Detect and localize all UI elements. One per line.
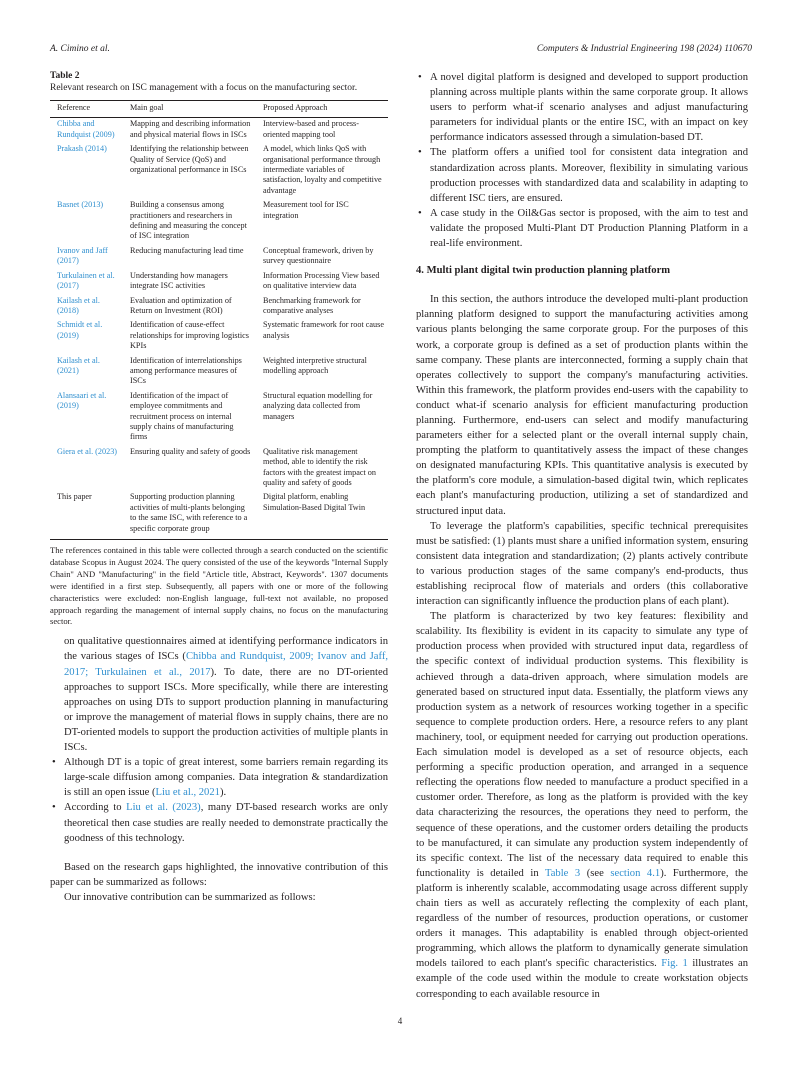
reference-link[interactable]: Turkulainen et al. (2017) xyxy=(57,270,115,291)
section-reference-link[interactable]: section 4.1 xyxy=(610,867,661,879)
reference-link[interactable]: Basnet (2013) xyxy=(57,200,104,210)
approach-cell: Information Processing View based on qualitative interview data xyxy=(263,270,380,291)
reference-link[interactable]: Alansaari et al. (2019) xyxy=(57,390,107,411)
main-goal-cell: Mapping and describing information and physical material flows in ISCs xyxy=(130,119,251,139)
column-header-reference: Reference xyxy=(50,101,123,118)
continuation-paragraph: on qualitative questionnaires aimed at identifying performance indicators in the various stages of ISCs (Chibba and Rundquist, 2009; Ivanov and Jaff, 2017; Turkulainen et al., 2017). To date, there are no DT-oriented approaches to support ISCs. More specifically, while there are interesting approaches on using DTs to support production planning in manufacturing or improve the management of material flows in supply chains, there are no DT-oriented models to support the production activities of multiple plants in ISCs. xyxy=(64,636,388,754)
approach-cell: Interview-based and process-oriented mapping tool xyxy=(263,119,359,139)
table-row xyxy=(50,295,388,320)
main-goal-cell: Building a consensus among practitioners and researchers in defining and measuring the concept of ISC integration xyxy=(130,200,247,241)
table-row xyxy=(50,390,388,446)
approach-cell: Qualitative risk management method, able to identify the risk factors with the greatest impact on quality and safety of goods xyxy=(263,446,376,487)
list-item: • The platform offers a unified tool for consistent data integration and standardization across plants. Moreover, flexibility in simulating various production processes with standardized data and scalability in adapting to different ISC tiers, are ensured. xyxy=(418,147,748,204)
approach-cell: A model, which links QoS with organisational performance through intermediate variables of satisfaction, loyalty and competitive advantage xyxy=(263,144,382,195)
citation-link[interactable]: Liu et al., 2021 xyxy=(155,787,220,799)
left-column xyxy=(50,70,388,905)
table-reference-link[interactable]: Table 3 xyxy=(544,867,581,879)
reference-link[interactable]: Giera et al. (2023) xyxy=(57,446,118,456)
approach-cell: Weighted interpretive structural modelling approach xyxy=(263,355,367,375)
contribution-intro-paragraph: Based on the research gaps highlighted, the innovative contribution of this paper can be summarized as follows: xyxy=(50,861,388,888)
main-goal-cell: Evaluation and optimization of Return on Investment (ROI) xyxy=(130,295,232,315)
list-item: • A case study in the Oil&Gas sector is proposed, with the aim to test and validate the proposed Multi-Plant DT Production Planning Platform in a real-life environment. xyxy=(418,207,748,250)
table-row xyxy=(50,118,388,143)
bullet-icon: • xyxy=(418,147,422,159)
table-title: Table 2 xyxy=(50,71,80,81)
research-gaps-list xyxy=(50,755,388,846)
main-goal-cell: Identification of cause-effect relationships for improving logistics KPIs xyxy=(130,320,249,351)
citation-link[interactable]: Liu et al. (2023) xyxy=(126,802,201,814)
table-footnote: The references contained in this table were collected through a search conducted on the scientific database Scopus in August 2024. The query consisted of the use of the keywords ''Internal Supply Chain'' AND ''Manufacturing'' in the field ''Article title, Abstract, Keywords''. 1307 documents were identified in a first step. Subsequently, all papers with one or more of the following characteristics were excluded: non-English language, full-text not available, no proposed approach regarding the management of internal supply chains, no focus on the manufacturing sector. xyxy=(50,545,388,627)
running-header-journal: Computers & Industrial Engineering 198 (2024) 110670 xyxy=(536,44,752,54)
table-row xyxy=(50,245,388,270)
contribution-summary-paragraph: Our innovative contribution can be summarized as follows: xyxy=(64,891,316,903)
reference-link[interactable]: Prakash (2014) xyxy=(57,144,107,154)
table-row xyxy=(50,446,388,492)
column-header-main-goal: Main goal xyxy=(123,101,256,118)
reference-link[interactable]: Schmidt et al. (2019) xyxy=(57,320,103,340)
table-caption: Relevant research on ISC management with a focus on the manufacturing sector. xyxy=(50,83,358,93)
reference-cell: This paper xyxy=(50,491,123,539)
main-goal-cell: Understanding how managers integrate ISC activities xyxy=(130,270,228,291)
bullet-icon: • xyxy=(52,757,56,769)
main-goal-cell: Supporting production planning activities of multi-plants belonging to the same ISC, with reference to a specific corporate group xyxy=(123,491,256,539)
bullet-icon: • xyxy=(52,802,56,814)
body-paragraph: The platform is characterized by two key features: flexibility and scalability. Its flexibility is evident in its capacity to simulate any type of production process when provided with structured input data, regardless of the specific context of individual production systems. This flexibility is achieved through a data-driven approach, where simulation models are generated based on structured input data. Essentially, the platform views any production system as a network of resources working together in a specific sequence to complete production orders. Here, a resource refers to any plant machinery, tool, or equipment needed for carrying out production operations. Each simulation model is developed as a set of resource objects, each performing a specific production operation, and arranged in a sequence reflecting the operations flow needed to manufacture a product specified in a customer order. Therefore, as long as the platform is provided with the key data characterizing the resources, the operations they need to perform, the sequence of these operations, and the customer orders detailing the products to be manufactured, it can simulate any production system independently of its specific context. The list of the necessary data required to enable this functionality is detailed in Table 3 (see section 4.1). Furthermore, the platform is inherently scalable, accommodating usage across different supply chain tiers as well as accurately reflecting the complexity of each plant, regardless of the number of resources, production operations, or customer orders it manages. This adaptability is enabled through object-oriented programming, which allows the platform to dynamically generate simulation models tailored to each plant's specific characteristics. Fig. 1 illustrates an example of the code used within the module to create workstation objects corresponding to each available resource in xyxy=(416,611,749,1000)
reference-link[interactable]: Kailash et al. (2021) xyxy=(57,355,100,375)
table-row xyxy=(50,199,388,245)
table-row xyxy=(50,143,388,199)
right-column xyxy=(416,70,748,1002)
research-table xyxy=(50,100,388,540)
table-row xyxy=(50,355,388,390)
list-item: • Although DT is a topic of great interest, some barriers remain regarding its large-scale diffusion among companies. Data integration & standardization is still an open issue (Liu et al., 2021). xyxy=(52,757,388,799)
reference-link[interactable]: Kailash et al. (2018) xyxy=(57,295,100,315)
table-row xyxy=(50,319,388,354)
body-paragraph: To leverage the platform's capabilities, specific technical prerequisites must be satisfied: (1) plants must share a unified information system, ensuring consistent data integration and standardization; (2) plants actively contribute to various production stages of the same company's end-products, thus establishing reciprocal flow of materials and orders (this collaborative interaction can significantly influence the production plans of each plant). xyxy=(416,520,748,608)
approach-cell: Measurement tool for ISC integration xyxy=(263,200,349,220)
running-header-authors: A. Cimino et al. xyxy=(50,44,110,54)
table-row xyxy=(50,270,388,295)
list-item: • A novel digital platform is designed and developed to support production planning across multiple plants within the same corporate group. It allows users to perform what-if scenario analyses and adjust manufacturing parameters for individual plants or the entire ISC, with an impact on key performance indicators assessed through a simulation-based DT. xyxy=(418,72,748,144)
reference-link[interactable]: Ivanov and Jaff (2017) xyxy=(57,245,108,266)
approach-cell: Benchmarking framework for comparative analyses xyxy=(263,295,361,315)
main-goal-cell: Reducing manufacturing lead time xyxy=(130,245,244,255)
approach-cell: Conceptual framework, driven by survey questionnaire xyxy=(263,245,374,266)
body-paragraph: In this section, the authors introduce the developed multi-plant production planning platform designed to support the manufacturing activities among various plants belonging the same corporate group. For the purposes of this work, a corporate group is defined as a set of production plants within the same company. These plants are interconnected, forming a supply chain that operates collectively to support the company's manufacturing activities. Within this framework, the platform provides end-users with the capability to conduct what-if scenario analysis for efficient manufacturing production planning. Furthermore, end-users can select and modify manufacturing parameters either for a selected plant or the overall internal supply chain, prompting the platform to quantitatively assess the impact of these changes on designated manufacturing KPIs. This quantitative analysis is executed by the platform's core module, a simulation-based digital twin, which replicates each plant's manufacturing production, utilizing a set of standardized and structured input data. xyxy=(416,294,748,517)
figure-reference-link[interactable]: Fig. 1 xyxy=(661,958,688,970)
citation-link[interactable]: Chibba and Rundquist, 2009; Ivanov and Jaff, 2017; Turkulainen et al., 2017 xyxy=(64,651,388,678)
section-heading: 4. Multi plant digital twin production planning platform xyxy=(416,265,671,277)
contribution-list xyxy=(416,70,748,251)
main-goal-cell: Ensuring quality and safety of goods xyxy=(130,446,251,456)
bullet-icon: • xyxy=(418,207,422,219)
approach-cell: Digital platform, enabling Simulation-Based Digital Twin xyxy=(256,491,388,539)
table-header-row xyxy=(50,101,388,118)
approach-cell: Structural equation modelling for analyzing data collected from managers xyxy=(263,390,373,421)
main-goal-cell: Identification of the impact of employee commitments and recruitment process on internal supply chains of manufacturing firms xyxy=(130,390,234,442)
list-item: • According to Liu et al. (2023), many DT-based research works are only theoretical then case studies are really needed to demonstrate practically the goodness of this technology. xyxy=(52,802,388,844)
main-goal-cell: Identification of interrelationships among performance measures of ISCs xyxy=(130,355,242,386)
reference-link[interactable]: Chibba and Rundquist (2009) xyxy=(57,119,115,139)
approach-cell: Systematic framework for root cause analysis xyxy=(263,320,384,340)
page-number: 4 xyxy=(397,1016,403,1026)
bullet-icon: • xyxy=(418,72,422,83)
main-goal-cell: Identifying the relationship between Quality of Service (QoS) and organizational performance in ISCs xyxy=(130,144,249,175)
table-row xyxy=(50,491,388,539)
column-header-proposed-approach: Proposed Approach xyxy=(256,101,388,118)
